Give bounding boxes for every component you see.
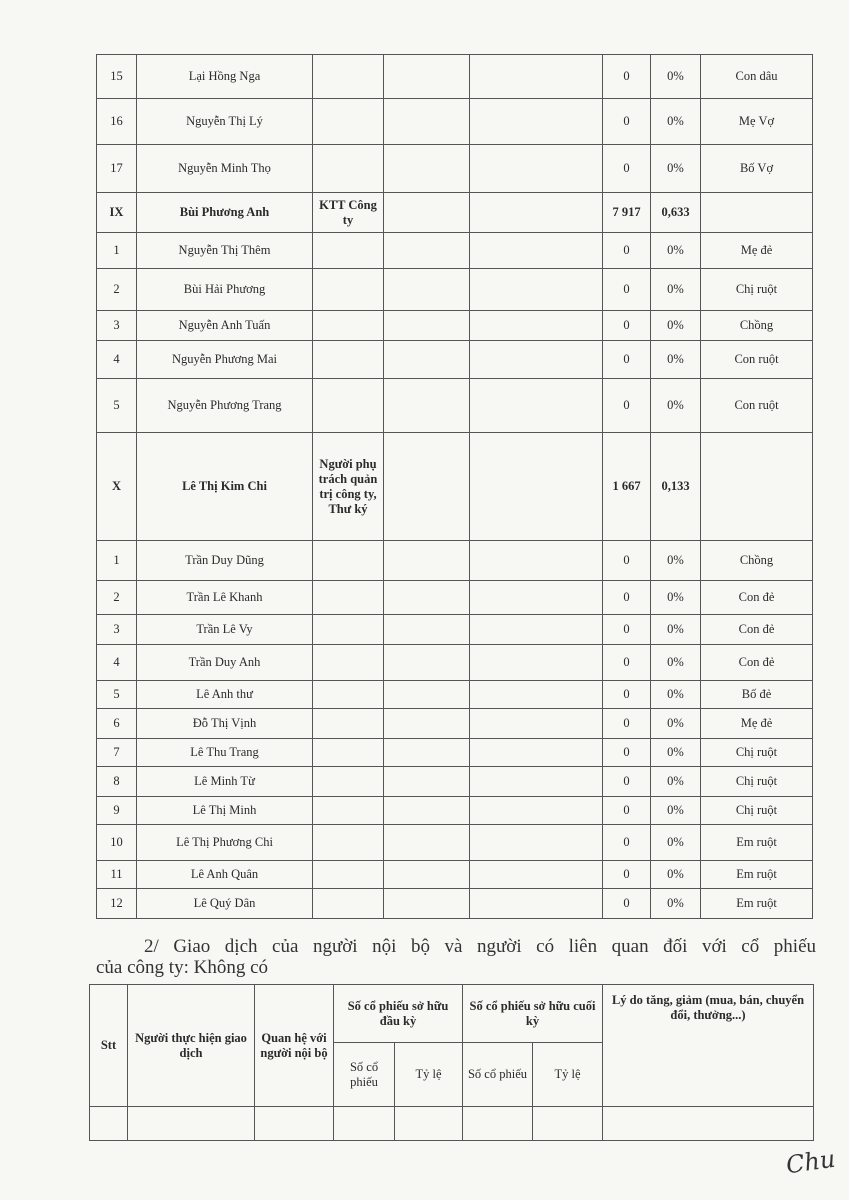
row-name: Bùi Hải Phương [137,269,313,311]
header-relation: Quan hệ với người nội bộ [255,985,334,1107]
heading-line-2: của công ty: Không có [96,957,269,978]
row-empty-b [470,193,603,233]
row-relation: Em ruột [701,861,813,889]
row-relation: Mẹ đẻ [701,233,813,269]
row-position [313,341,384,379]
row-position [313,615,384,645]
row-stt: 4 [97,645,137,681]
row-shares: 0 [603,379,651,433]
row-relation: Con đẻ [701,645,813,681]
row-ratio: 0% [651,645,701,681]
table-row [97,341,813,379]
row-position [313,767,384,797]
row-shares: 0 [603,681,651,709]
row-name: Nguyễn Thị Thêm [137,233,313,269]
row-position [313,825,384,861]
header-reason: Lý do tăng, giảm (mua, bán, chuyển đổi, thưởng...) [603,985,814,1107]
row-ratio: 0,633 [651,193,701,233]
row-empty-b [470,797,603,825]
header-start-holdings: Số cổ phiếu sở hữu đầu kỳ [334,985,463,1043]
row-shares: 0 [603,341,651,379]
row-empty-b [470,615,603,645]
subheader-end-ratio: Tỷ lệ [533,1043,603,1107]
header-person: Người thực hiện giao dịch [128,985,255,1107]
row-relation: Mẹ đẻ [701,709,813,739]
transaction-table [89,984,814,1141]
row-shares: 0 [603,581,651,615]
row-stt: 1 [97,233,137,269]
row-empty-a [384,55,470,99]
row-name: Lê Thu Trang [137,739,313,767]
row-relation: Bố Vợ [701,145,813,193]
row-name: Đỗ Thị Vịnh [137,709,313,739]
table-row [97,269,813,311]
row-empty-a [384,145,470,193]
row-stt: 6 [97,709,137,739]
row-ratio: 0% [651,825,701,861]
row-stt: 7 [97,739,137,767]
row-relation [701,433,813,541]
row-empty-b [470,55,603,99]
row-relation: Bố đẻ [701,681,813,709]
row-ratio: 0% [651,797,701,825]
row-name: Lê Quý Dân [137,889,313,919]
row-position [313,269,384,311]
subheader-start-shares: Số cổ phiếu [334,1043,395,1107]
row-ratio: 0% [651,99,701,145]
row-relation: Em ruột [701,825,813,861]
row-empty-a [384,739,470,767]
subheader-start-ratio: Tỷ lệ [395,1043,463,1107]
row-empty-b [470,861,603,889]
section-2-heading [96,936,816,978]
row-position: Người phụ trách quản trị công ty, Thư ký [313,433,384,541]
table-row [97,797,813,825]
row-ratio: 0% [651,269,701,311]
row-relation: Con dâu [701,55,813,99]
row-stt: X [97,433,137,541]
row-ratio: 0% [651,739,701,767]
row-empty-b [470,311,603,341]
transaction-empty-row [90,1107,814,1141]
row-empty-a [384,233,470,269]
table-row [97,145,813,193]
table-row [97,709,813,739]
row-empty-a [384,709,470,739]
row-shares: 0 [603,99,651,145]
row-relation: Con đẻ [701,581,813,615]
table-row [97,581,813,615]
row-name: Lê Thị Kim Chi [137,433,313,541]
row-ratio: 0% [651,681,701,709]
row-stt: 11 [97,861,137,889]
row-empty-a [384,645,470,681]
table-row [97,739,813,767]
row-name: Nguyễn Minh Thọ [137,145,313,193]
row-stt: 17 [97,145,137,193]
row-name: Nguyễn Phương Trang [137,379,313,433]
row-empty-b [470,269,603,311]
row-relation: Con ruột [701,341,813,379]
row-empty-a [384,767,470,797]
row-shares: 0 [603,311,651,341]
row-shares: 0 [603,55,651,99]
row-stt: IX [97,193,137,233]
row-stt: 3 [97,615,137,645]
row-name: Trần Lê Vy [137,615,313,645]
row-relation: Con ruột [701,379,813,433]
row-empty-b [470,433,603,541]
row-ratio: 0% [651,861,701,889]
row-name: Lê Thị Phương Chi [137,825,313,861]
subheader-end-shares: Số cổ phiếu [463,1043,533,1107]
row-name: Trần Lê Khanh [137,581,313,615]
row-name: Lại Hồng Nga [137,55,313,99]
row-empty-b [470,825,603,861]
row-shares: 0 [603,145,651,193]
row-empty-a [384,615,470,645]
row-shares: 0 [603,541,651,581]
header-end-holdings: Số cổ phiếu sở hữu cuối kỳ [463,985,603,1043]
row-relation: Chồng [701,311,813,341]
row-ratio: 0% [651,311,701,341]
row-shares: 1 667 [603,433,651,541]
table-row [97,889,813,919]
row-position [313,681,384,709]
row-position [313,145,384,193]
row-stt: 5 [97,681,137,709]
row-empty-a [384,825,470,861]
row-relation: Chị ruột [701,739,813,767]
insider-table-body [97,55,813,919]
table-row [97,615,813,645]
row-name: Nguyễn Anh Tuấn [137,311,313,341]
row-empty-a [384,681,470,709]
row-stt: 3 [97,311,137,341]
row-position [313,581,384,615]
table-row [97,233,813,269]
row-position [313,99,384,145]
row-relation: Mẹ Vợ [701,99,813,145]
row-name: Trần Duy Dũng [137,541,313,581]
row-stt: 12 [97,889,137,919]
row-name: Nguyễn Thị Lý [137,99,313,145]
row-name: Lê Anh Quân [137,861,313,889]
row-position [313,739,384,767]
row-empty-a [384,889,470,919]
row-empty-b [470,581,603,615]
table-row [97,379,813,433]
row-empty-a [384,311,470,341]
row-empty-b [470,645,603,681]
row-shares: 0 [603,233,651,269]
row-empty-b [470,145,603,193]
row-relation: Chị ruột [701,269,813,311]
row-empty-a [384,193,470,233]
row-position [313,233,384,269]
row-shares: 0 [603,861,651,889]
row-stt: 10 [97,825,137,861]
row-shares: 0 [603,889,651,919]
row-empty-a [384,581,470,615]
row-empty-b [470,681,603,709]
row-name: Lê Anh thư [137,681,313,709]
row-stt: 16 [97,99,137,145]
row-relation: Chị ruột [701,767,813,797]
row-ratio: 0% [651,615,701,645]
row-empty-a [384,433,470,541]
row-position [313,709,384,739]
row-ratio: 0,133 [651,433,701,541]
table-row [97,433,813,541]
table-row [97,541,813,581]
row-empty-a [384,341,470,379]
table-row [97,311,813,341]
table-row [97,767,813,797]
row-empty-b [470,767,603,797]
row-ratio: 0% [651,379,701,433]
row-ratio: 0% [651,889,701,919]
row-empty-b [470,379,603,433]
table-row [97,193,813,233]
row-position [313,311,384,341]
row-stt: 2 [97,269,137,311]
row-ratio: 0% [651,709,701,739]
row-name: Lê Thị Minh [137,797,313,825]
insider-table [96,54,813,919]
table-row [97,99,813,145]
row-name: Trần Duy Anh [137,645,313,681]
row-ratio: 0% [651,233,701,269]
row-empty-a [384,797,470,825]
row-shares: 0 [603,645,651,681]
row-relation [701,193,813,233]
row-position [313,889,384,919]
table-row [97,645,813,681]
row-empty-a [384,269,470,311]
row-position [313,541,384,581]
row-ratio: 0% [651,145,701,193]
table-row [97,681,813,709]
row-empty-b [470,739,603,767]
row-shares: 0 [603,709,651,739]
row-relation: Con đẻ [701,615,813,645]
row-position: KTT Công ty [313,193,384,233]
row-position [313,379,384,433]
row-empty-b [470,99,603,145]
row-relation: Em ruột [701,889,813,919]
table-row [97,825,813,861]
row-ratio: 0% [651,541,701,581]
row-stt: 5 [97,379,137,433]
row-ratio: 0% [651,55,701,99]
row-empty-a [384,379,470,433]
row-stt: 4 [97,341,137,379]
row-position [313,645,384,681]
row-relation: Chị ruột [701,797,813,825]
row-ratio: 0% [651,767,701,797]
row-empty-b [470,341,603,379]
row-ratio: 0% [651,341,701,379]
row-stt: 2 [97,581,137,615]
row-stt: 1 [97,541,137,581]
signature: Chu [784,1144,837,1180]
row-empty-a [384,541,470,581]
row-empty-b [470,541,603,581]
table-row [97,55,813,99]
row-empty-b [470,889,603,919]
row-shares: 7 917 [603,193,651,233]
row-stt: 9 [97,797,137,825]
row-shares: 0 [603,825,651,861]
row-ratio: 0% [651,581,701,615]
row-empty-a [384,99,470,145]
row-position [313,797,384,825]
row-shares: 0 [603,767,651,797]
row-position [313,861,384,889]
row-shares: 0 [603,797,651,825]
heading-line-1: 2/ Giao dịch của người nội bộ và người có liên quan đối với cổ phiếu [144,936,816,957]
row-shares: 0 [603,269,651,311]
row-position [313,55,384,99]
row-relation: Chồng [701,541,813,581]
row-name: Lê Minh Từ [137,767,313,797]
row-empty-a [384,861,470,889]
row-stt: 8 [97,767,137,797]
header-stt: Stt [90,985,128,1107]
table-row [97,861,813,889]
row-shares: 0 [603,739,651,767]
row-name: Nguyễn Phương Mai [137,341,313,379]
row-name: Bùi Phương Anh [137,193,313,233]
row-stt: 15 [97,55,137,99]
row-empty-b [470,233,603,269]
row-empty-b [470,709,603,739]
transaction-header-row [90,985,814,1043]
row-shares: 0 [603,615,651,645]
